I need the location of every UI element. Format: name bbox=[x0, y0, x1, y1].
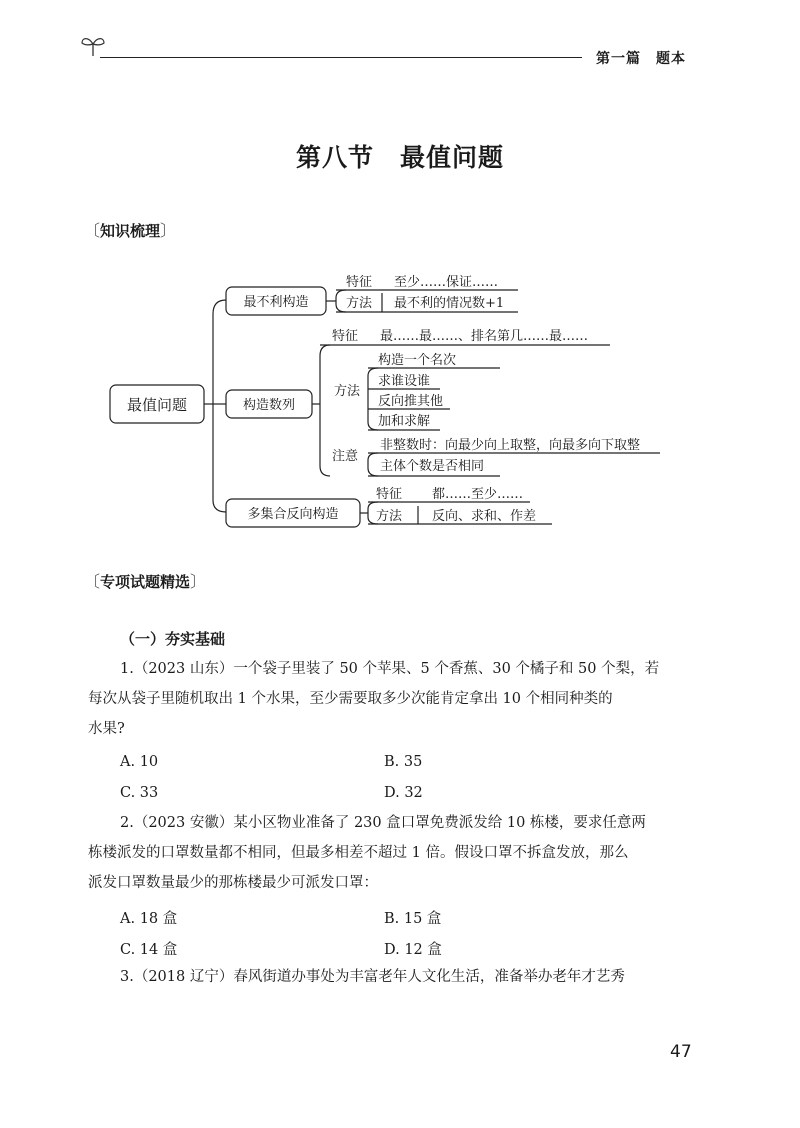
mindmap-root: 最值问题 bbox=[126, 396, 188, 414]
knowledge-heading: 〔知识梳理〕 bbox=[84, 221, 177, 240]
mindmap-branch-2: 构造数列 bbox=[242, 398, 296, 413]
question-1-option-d: D. 32 bbox=[384, 785, 423, 801]
b2-method-2: 求谁设谁 bbox=[378, 374, 431, 389]
question-2-option-d: D. 12 盒 bbox=[384, 942, 442, 958]
b2-method-3: 反向推其他 bbox=[378, 394, 444, 409]
question-2-option-c: C. 14 盒 bbox=[120, 942, 178, 958]
b2-method-key: 方法 bbox=[334, 384, 361, 399]
question-2-line-3: 派发口罩数量最少的那栋楼最少可派发口罩： bbox=[88, 875, 378, 891]
page-number: 47 bbox=[670, 1042, 692, 1062]
question-1-line-3: 水果? bbox=[88, 721, 125, 737]
question-2-line-1: 2.（2023 安徽）某小区物业准备了 230 盒口罩免费派发给 10 栋楼，要求任意两 bbox=[120, 815, 646, 831]
b2-note-key: 注意 bbox=[332, 449, 359, 464]
mindmap-branch-3: 多集合反向构造 bbox=[247, 507, 339, 522]
b3-feature-value: 都……至少…… bbox=[432, 487, 524, 502]
mind-map bbox=[0, 0, 800, 540]
page-title: 第八节 最值问题 bbox=[295, 143, 504, 172]
question-2-option-b: B. 15 盒 bbox=[384, 911, 442, 927]
header-section-label: 第一篇 题本 bbox=[596, 51, 686, 67]
b2-feature-key: 特征 bbox=[332, 329, 359, 344]
b3-method-value: 反向、求和、作差 bbox=[432, 509, 537, 524]
b3-feature-key: 特征 bbox=[376, 487, 403, 502]
subsection-title: （一）夯实基础 bbox=[120, 630, 226, 648]
b2-note-2: 主体个数是否相同 bbox=[380, 459, 485, 474]
mindmap-branch-1: 最不利构造 bbox=[243, 295, 309, 310]
question-1-line-2: 每次从袋子里随机取出 1 个水果，至少需要取多少次能肯定拿出 10 个相同种类的 bbox=[88, 691, 613, 707]
b1-method-value: 最不利的情况数+1 bbox=[394, 296, 505, 311]
question-2-line-2: 栋楼派发的口罩数量都不相同，但最多相差不超过 1 倍。假设口罩不拆盒发放，那么 bbox=[88, 845, 629, 861]
exercises-heading-text: 专项试题精选 bbox=[100, 573, 191, 591]
b2-method-1: 构造一个名次 bbox=[378, 353, 457, 368]
b3-method-key: 方法 bbox=[376, 509, 403, 524]
question-1-option-a: A. 10 bbox=[120, 754, 159, 770]
knowledge-heading-text: 知识梳理 bbox=[100, 222, 161, 240]
b2-note-1: 非整数时：向最少向上取整，向最多向下取整 bbox=[380, 438, 641, 453]
b1-feature-value: 至少……保证…… bbox=[394, 275, 499, 290]
question-2-option-a: A. 18 盒 bbox=[120, 911, 178, 927]
question-1-line-1: 1.（2023 山东）一个袋子里装了 50 个苹果、5 个香蕉、30 个橘子和 50 个梨，若 bbox=[120, 661, 660, 677]
b1-method-key: 方法 bbox=[346, 296, 373, 311]
b1-feature-key: 特征 bbox=[346, 275, 373, 290]
b2-feature-value: 最……最……、排名第几……最…… bbox=[380, 329, 589, 344]
question-1-option-c: C. 33 bbox=[120, 785, 159, 801]
b2-method-4: 加和求解 bbox=[378, 414, 431, 429]
question-3-line-1: 3.（2018 辽宁）春风街道办事处为丰富老年人文化生活，准备举办老年才艺秀 bbox=[120, 969, 625, 985]
question-1-option-b: B. 35 bbox=[384, 754, 423, 770]
exercises-heading: 〔专项试题精选〕 bbox=[84, 572, 207, 591]
